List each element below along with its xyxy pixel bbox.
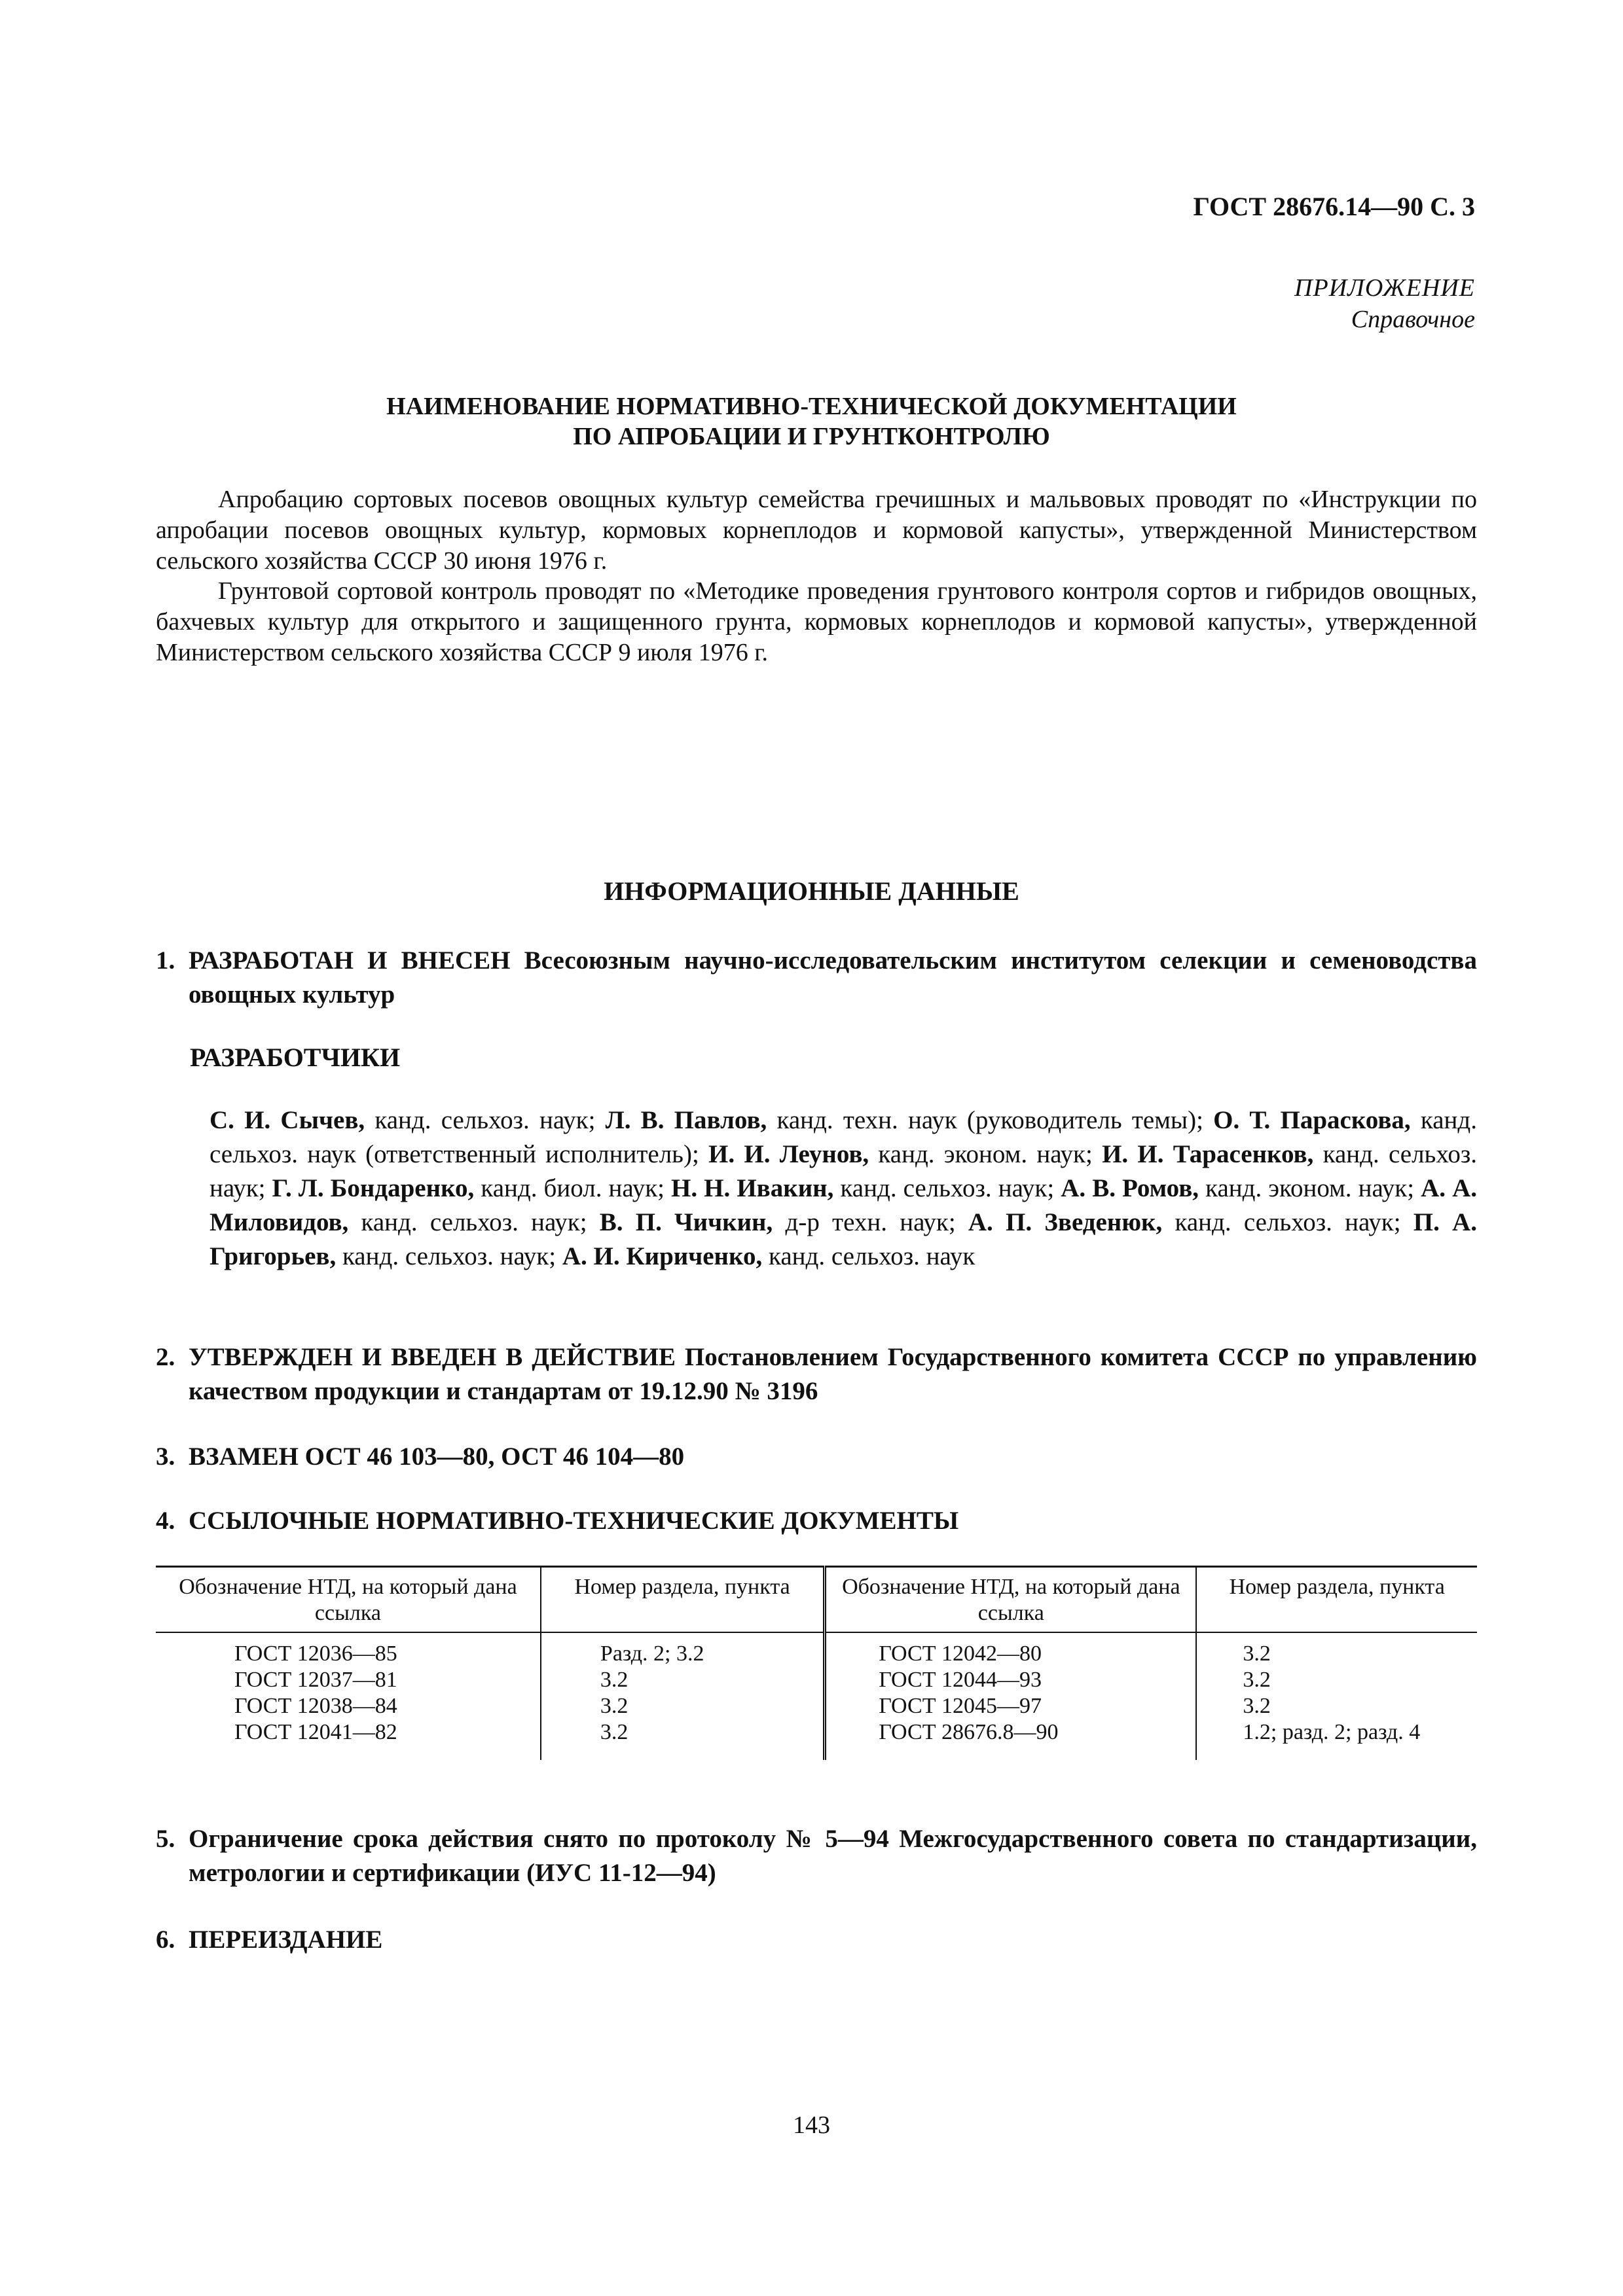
developer-name: Н. Н. Ивакин, — [671, 1174, 834, 1202]
developers-list — [210, 1103, 1477, 1274]
annex-type: Справочное — [1351, 306, 1475, 333]
developer-name: С. И. Сычев, — [210, 1106, 365, 1134]
info-item-1 — [156, 944, 1477, 1012]
item-text: РАЗРАБОТАН И ВНЕСЕН Всесоюзным научно-исследовательским институтом селекции и семеноводства овощных культур — [189, 946, 1477, 1009]
developer-description: д-р техн. наук; — [773, 1208, 968, 1236]
table-cell: Разд. 2; 3.2 — [541, 1632, 825, 1667]
info-item-5 — [156, 1822, 1477, 1890]
developer-name: В. П. Чичкин, — [599, 1208, 773, 1236]
item-text: ПЕРЕИЗДАНИЕ — [189, 1926, 383, 1954]
item-text: УТВЕРЖДЕН И ВВЕДЕН В ДЕЙСТВИЕ Постановлением Государственного комитета СССР по управлению качеством продукции и стандартам от 19.12.90 № 3196 — [189, 1343, 1477, 1405]
table-cell: ГОСТ 12041—82 — [156, 1719, 541, 1760]
table-cell: ГОСТ 12044—93 — [825, 1667, 1197, 1693]
developer-name: И. И. Леунов, — [708, 1140, 869, 1168]
table-cell: 3.2 — [1243, 1668, 1271, 1692]
developer-description: канд. сельхоз. наук; — [365, 1106, 606, 1134]
table-row — [156, 1719, 1477, 1760]
developer-description: канд. сельхоз. наук (ответственный исполнитель); — [210, 1106, 1477, 1168]
developer-description: канд. биол. наук; — [474, 1174, 672, 1202]
developer-name: И. И. Тарасенков, — [1102, 1140, 1314, 1168]
info-item-4 — [156, 1504, 1477, 1538]
developer-description: канд. эконом. наук; — [1199, 1174, 1421, 1202]
table-cell: ГОСТ 12038—84 — [156, 1693, 541, 1719]
table-cell: ГОСТ 12042—80 — [825, 1632, 1197, 1667]
table-row — [156, 1632, 1477, 1667]
developer-name: А. А. Миловидов, — [210, 1174, 1478, 1236]
appendix-paragraph-2: Грунтовой сортовой контроль проводят по «Методике проведения грунтового контроля сортов и гибридов овощных, бахчевых культур для открытого и защищенного грунта, кормовых корнеплодов и кормовой капусты», утвержденной Министерством сельского хозяйства СССР 9 июля 1976 г. — [156, 577, 1477, 666]
item-number: 4. — [156, 1507, 175, 1535]
column-header: Обозначение НТД, на который дана ссылка — [825, 1567, 1197, 1633]
developer-name: О. Т. Параскова, — [1213, 1106, 1411, 1134]
info-data-title: ИНФОРМАЦИОННЫЕ ДАННЫЕ — [604, 876, 1019, 906]
developer-name: П. А. Григорьев, — [210, 1208, 1477, 1270]
appendix-title — [0, 391, 1623, 452]
appendix-paragraph-1: Апробацию сортовых посевов овощных культур семейства гречишных и мальвовых проводят по «Инструкции по апробации посевов овощных культур, кормовых корнеплодов и кормовой капусты», утвержденной Министерством сельского хозяйства СССР 30 июня 1976 г. — [156, 486, 1477, 575]
reference-documents-table — [156, 1566, 1477, 1760]
info-item-2 — [156, 1340, 1477, 1408]
table-cell: ГОСТ 12045—97 — [825, 1693, 1197, 1719]
table-cell: 3.2 — [1243, 1641, 1271, 1666]
developer-description: канд. сельхоз. наук; — [833, 1174, 1061, 1202]
appendix-title-line2: ПО АПРОБАЦИИ И ГРУНТКОНТРОЛЮ — [573, 423, 1050, 450]
info-item-6 — [156, 1923, 1477, 1957]
appendix-title-line1: НАИМЕНОВАНИЕ НОРМАТИВНО-ТЕХНИЧЕСКОЙ ДОКУМЕНТАЦИИ — [386, 393, 1237, 420]
table-cell: 3.2 — [1243, 1694, 1271, 1718]
item-text: ССЫЛОЧНЫЕ НОРМАТИВНО-ТЕХНИЧЕСКИЕ ДОКУМЕНТЫ — [189, 1507, 959, 1535]
table-row — [156, 1667, 1477, 1693]
developer-description: канд. техн. наук (руководитель темы); — [767, 1106, 1214, 1134]
table-header-row — [156, 1567, 1477, 1633]
developer-name: А. П. Зведенюк, — [968, 1208, 1163, 1236]
column-header: Обозначение НТД, на который дана ссылка — [156, 1567, 541, 1633]
document-reference: ГОСТ 28676.14—90 С. 3 — [1193, 192, 1475, 221]
item-number: 3. — [156, 1443, 175, 1471]
developer-name: А. В. Ромов, — [1061, 1174, 1199, 1202]
developer-description: канд. сельхоз. наук; — [348, 1208, 600, 1236]
table-cell: 1.2; разд. 2; разд. 4 — [1243, 1720, 1421, 1744]
table-cell: 3.2 — [541, 1693, 825, 1719]
developer-description: канд. эконом. наук; — [869, 1140, 1103, 1168]
developer-description: канд. сельхоз. наук; — [336, 1242, 562, 1270]
item-number: 2. — [156, 1343, 175, 1371]
table-cell: ГОСТ 12036—85 — [156, 1632, 541, 1667]
annex-label: ПРИЛОЖЕНИЕ — [1294, 274, 1475, 302]
table-cell: ГОСТ 28676.8—90 — [825, 1719, 1197, 1760]
table-cell: ГОСТ 12037—81 — [156, 1667, 541, 1693]
item-number: 5. — [156, 1825, 175, 1853]
column-header: Номер раздела, пункта — [1196, 1567, 1477, 1633]
developer-description: канд. сельхоз. наук — [762, 1242, 976, 1270]
item-number: 6. — [156, 1926, 175, 1954]
developer-name: Г. Л. Бондаренко, — [272, 1174, 475, 1202]
item-text: ВЗАМЕН ОСТ 46 103—80, ОСТ 46 104—80 — [189, 1443, 685, 1471]
page-number: 143 — [793, 2111, 830, 2139]
developer-name: Л. В. Павлов, — [605, 1106, 767, 1134]
developer-name: А. И. Кириченко, — [562, 1242, 763, 1270]
info-item-3 — [156, 1440, 1477, 1474]
developer-description: канд. сельхоз. наук; — [210, 1140, 1477, 1202]
item-number: 1. — [156, 946, 175, 975]
item-text: Ограничение срока действия снято по протоколу № 5—94 Межгосударственного совета по стандартизации, метрологии и сертификации (ИУС 11-12—94) — [189, 1825, 1477, 1887]
table-cell: 3.2 — [541, 1719, 825, 1760]
table-row — [156, 1693, 1477, 1719]
table-cell: 3.2 — [541, 1667, 825, 1693]
column-header: Номер раздела, пункта — [541, 1567, 825, 1633]
developers-heading: РАЗРАБОТЧИКИ — [190, 1043, 401, 1072]
developer-description: канд. сельхоз. наук; — [1162, 1208, 1413, 1236]
